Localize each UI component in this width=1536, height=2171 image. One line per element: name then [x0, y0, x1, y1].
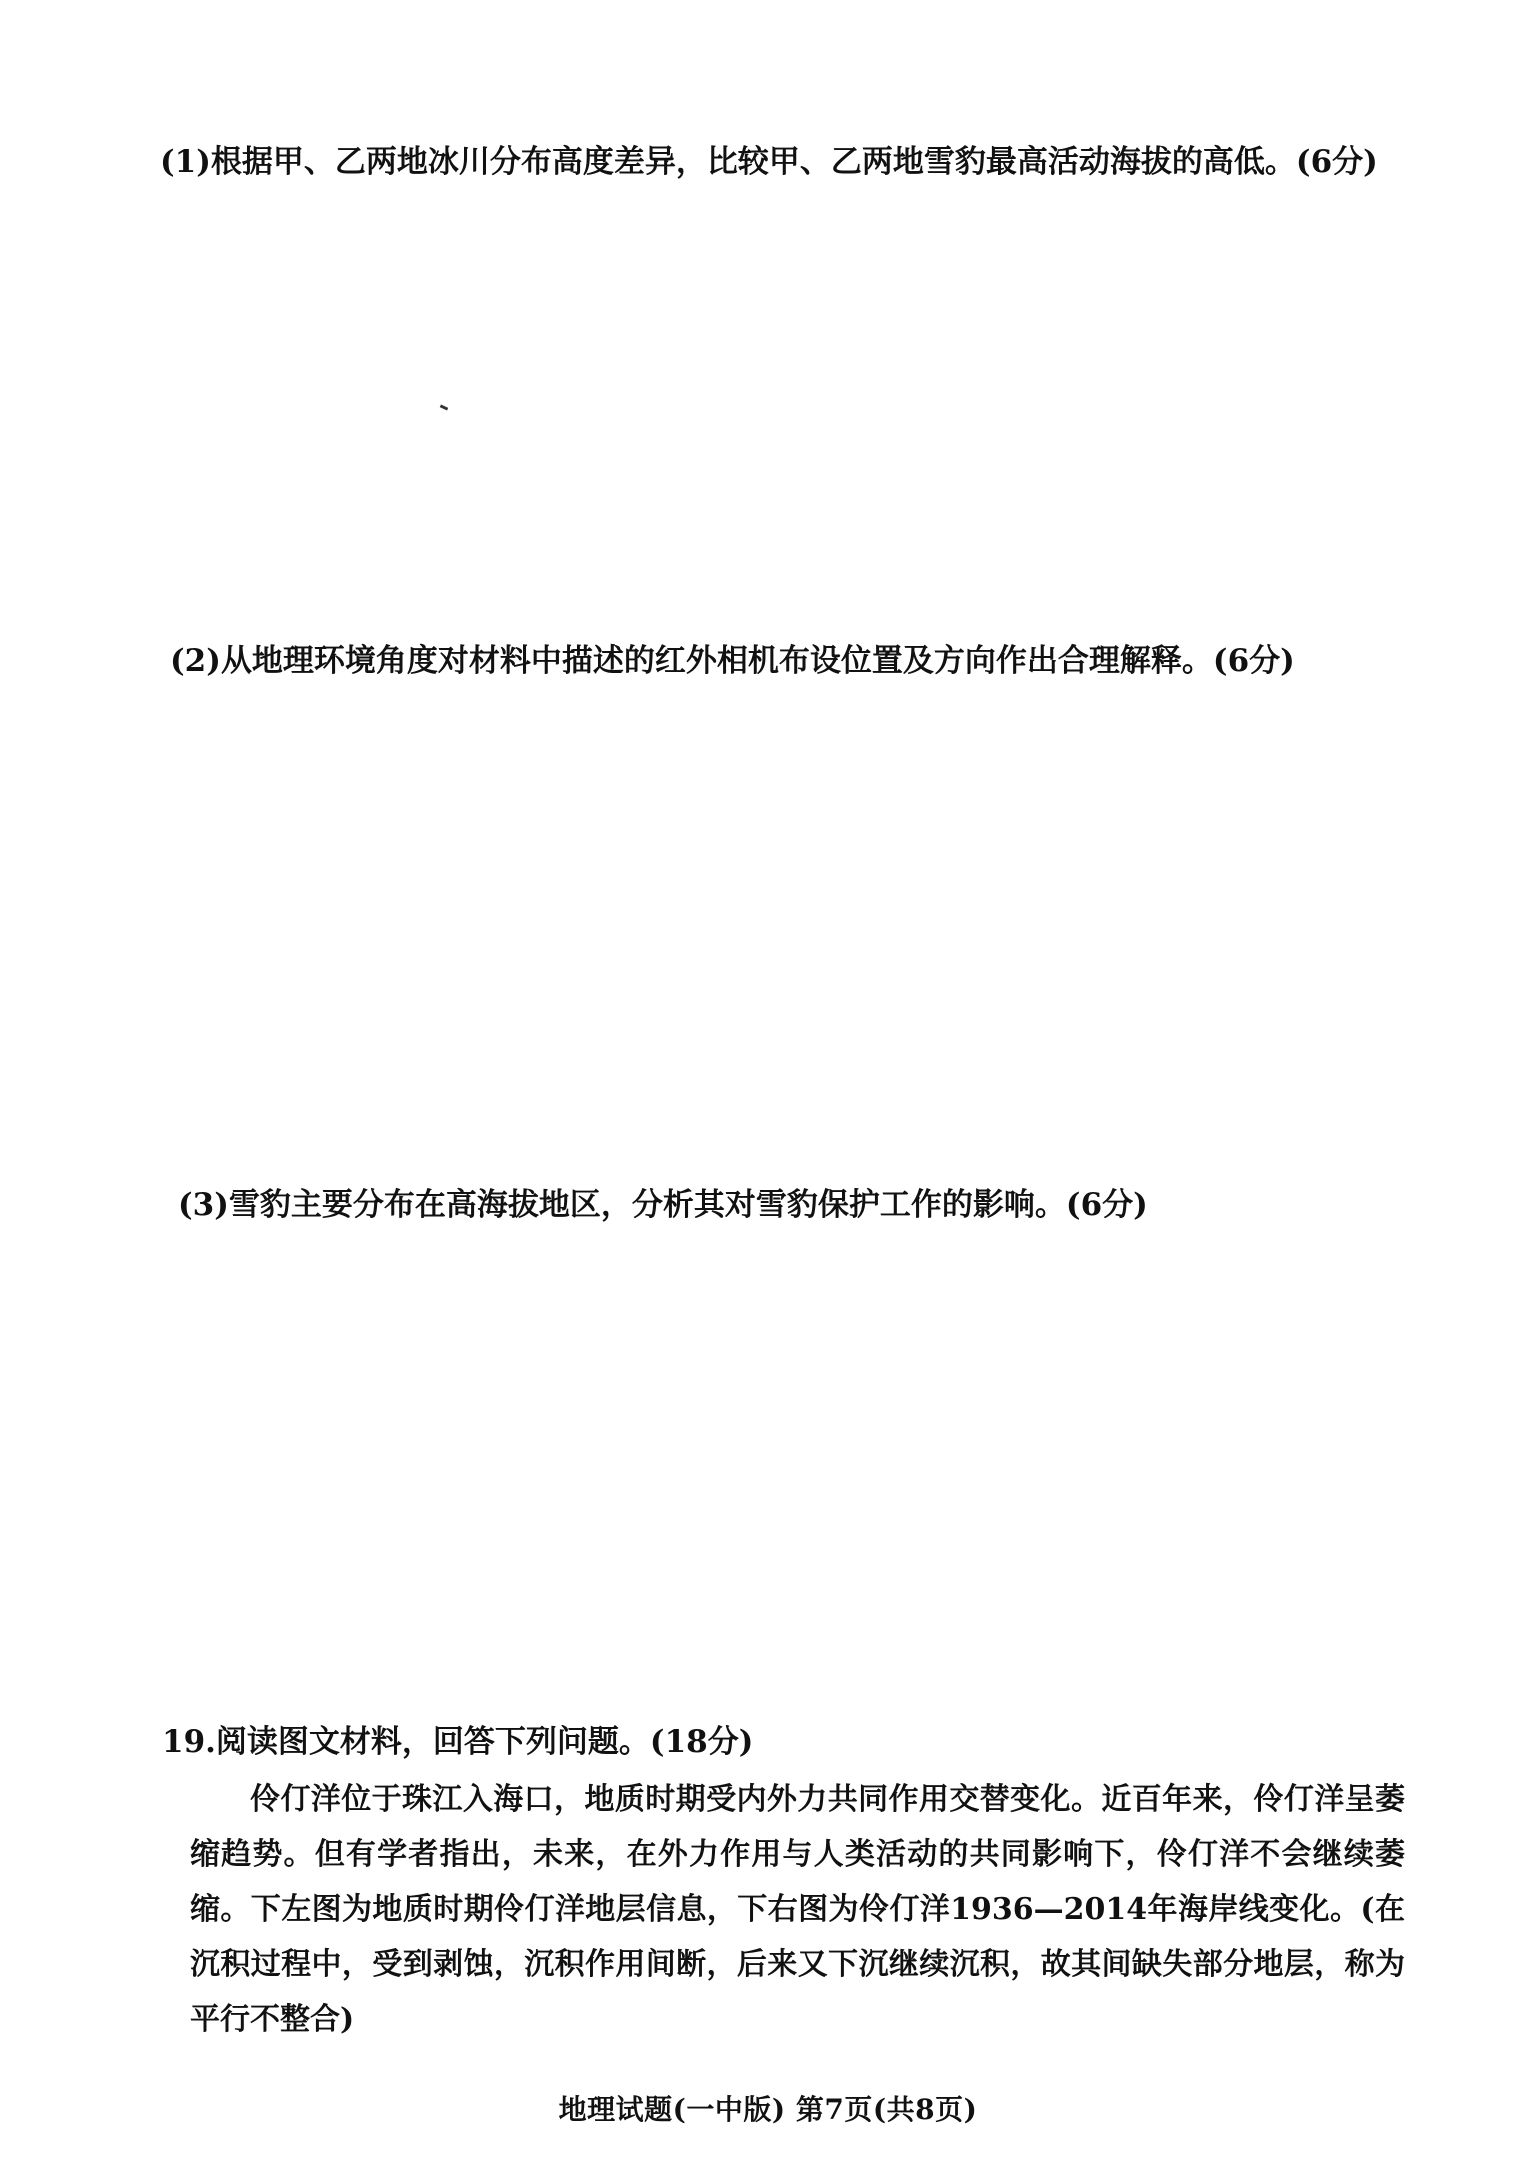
question-2-prompt: (2)从地理环境角度对材料中描述的红外相机布设位置及方向作出合理解释。(6分) [170, 643, 1295, 679]
question-19-header: 19.阅读图文材料，回答下列问题。(18分) [162, 1724, 754, 1760]
question-1-prompt: (1)根据甲、乙两地冰川分布高度差异，比较甲、乙两地雪豹最高活动海拔的高低。(6分) [160, 144, 1378, 180]
passage-text: 伶仃洋位于珠江入海口，地质时期受内外力共同作用交替变化。近百年来，伶仃洋呈萎缩趋势。但有学者指出，未来，在外力作用与人类活动的共同影响下，伶仃洋不会继续萎缩。下左图为地质时期伶仃洋地层信息，下右图为伶仃洋1936—2014年海岸线变化。(在沉积过程中，受到剥蚀，沉积作用间断，后来又下沉继续沉积，故其间缺失部分地层，称为平行不整合) [190, 1782, 1405, 2037]
question-3-prompt: (3)雪豹主要分布在高海拔地区，分析其对雪豹保护工作的影响。(6分) [178, 1187, 1148, 1223]
stray-ink-mark [440, 404, 449, 410]
question-19-passage [190, 1772, 1405, 2047]
page-footer: 地理试题(一中版) 第7页(共8页) [558, 2093, 978, 2126]
